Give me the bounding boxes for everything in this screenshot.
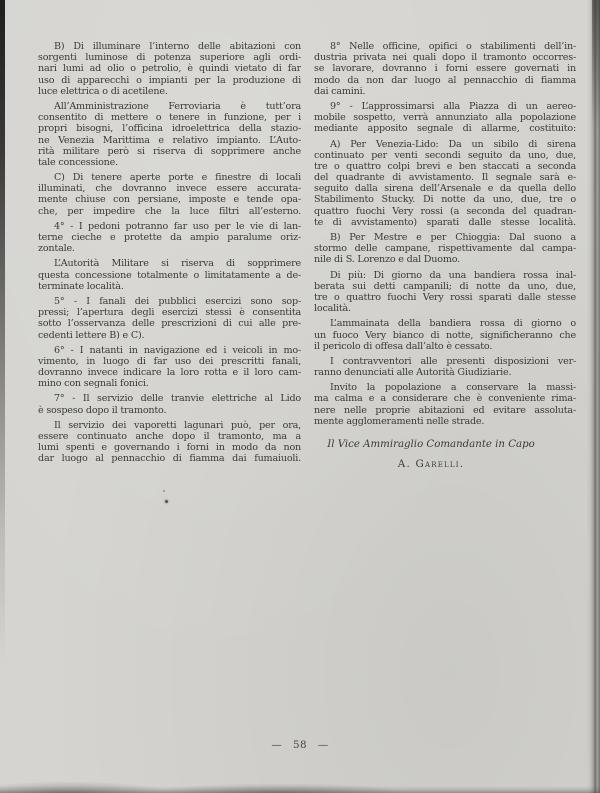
paragraph [314,356,576,378]
text-line: lumi spenti e governando i forni in modo da non [38,442,301,454]
text-line: C) Di tenere aperte porte e finestre di locali [54,172,301,184]
text-line: uso di apparecchi o impianti per la produzione di [38,74,301,86]
text-line: sorgenti luminose di potenza superiore agli ordi- [38,52,301,64]
text-line: che, per impedire che la luce filtri all’esterno. [38,205,301,217]
text-line: continuato per venti secondi seguito da uno, due, [314,149,576,161]
paragraph [314,318,576,352]
text-line: seguito dalla sirena dell’Arsenale e da quella dello [314,183,576,195]
paragraph [38,221,301,255]
signature-block [314,439,576,470]
paragraph [314,382,576,427]
text-line: rità militare però si riserva di sopprimere anche [38,145,301,157]
text-line: cedenti lettere B) e C). [38,329,145,341]
right-column-paragraphs [314,41,576,427]
paragraph [314,270,576,315]
page-number: — 58 — [271,739,329,751]
text-line: Stabilimento Stucky. Di notte da uno, due, tre o [314,194,576,206]
text-line: vimento, in luogo di far uso dei prescritti fanali, [38,355,301,367]
text-line: nari lumi ad olio o petrolio, è quindi vietato di far [38,63,301,75]
text-line: nere nelle proprie abitazioni ed evitare assoluta- [314,404,576,416]
page-content [38,41,576,470]
text-line: B) Per Mestre e per Chioggia: Dal suono a [330,232,576,243]
text-line: pressi; l’apertura degli esercizi stessi è consentita [38,307,301,319]
text-line: terne cieche e protette da ampio paralume oriz- [38,232,301,243]
signature-name: A. Garelli. [397,458,465,470]
text-line: tre o quattro fuochi Very rossi sparati dalle stesse [314,291,576,303]
text-column-right [314,41,576,470]
text-line: L’ammainata della bandiera rossa di giorno o [330,318,576,330]
text-line: berata sui detti campanili; di notte da uno, due, [314,280,576,292]
text-line: quattro fuochi Very rossi (a seconda del quadran- [314,205,576,217]
ink-speck [163,490,165,492]
bottom-shadow-blotch [150,783,410,793]
text-line: questa concessione totalmente o limitatamente a de- [38,269,301,281]
text-line: All’Amministrazione Ferroviaria è tutt’ora [54,100,301,112]
text-line: 8° Nelle officine, opifici o stabilimenti dell’in- [330,41,576,52]
text-line: 9° - L’approssimarsi alla Piazza di un aereo- [330,100,576,112]
text-line: Invito la popolazione a conservare la massi- [330,382,576,394]
text-line: ranno denunciati alle Autorità Giudiziarie. [314,367,512,379]
text-line: 5° - I fanali dei pubblici esercizi sono sop- [54,295,301,307]
text-line: A) Per Venezia-Lido: Da un sibilo di sirena [330,138,576,150]
text-line: mente chiuse con persiane, imposte e tende opa- [38,194,301,206]
text-line: L’Autorità Militare si riserva di sopprimere [54,258,301,270]
text-line: se lavorare, dovranno i forni essere governati in [314,63,576,75]
left-column-paragraphs [38,41,301,465]
paragraph [38,420,301,465]
text-line: I contravventori alle presenti disposizioni ver- [330,355,576,367]
text-line: te di avvistamento) sparati dalle stesse località. [314,216,576,228]
signature-title: Il Vice Ammiraglio Comandante in Capo [327,439,535,450]
paragraph [38,172,301,217]
ink-speck [165,500,168,503]
text-line: B) Di illuminare l’interno delle abitazioni con [54,41,301,52]
text-line: stormo delle campane, rispettivamente dal campa- [314,243,576,255]
text-line: 7° - Il servizio delle tranvie elettriche al Lido [54,393,301,405]
text-line: tre o quattro colpi brevi e ben staccati a seconda [314,160,576,172]
text-line: dustria privata nei quali dopo il tramonto occorres- [314,52,576,64]
text-line: illuminati, che dovranno invece essere accurata- [38,183,301,195]
text-line: tale concessione. [38,156,118,168]
text-line: 4° - I pedoni potranno far uso per le vie di lan- [54,220,301,232]
bottom-shadow-blotch [0,781,170,793]
text-column-left [38,41,301,470]
text-line: propri bisogni, l’officina idroelettrica della stazio- [38,123,301,135]
paragraph [38,345,301,390]
paragraph [38,393,301,415]
paragraph [314,232,576,266]
text-line: è sospeso dopo il tramonto. [38,404,167,416]
text-line: modo da non dar luogo al pennacchio di fiamma [314,74,576,86]
text-line: terminate località. [38,280,124,292]
text-line: luce elettrica o di acetilene. [38,85,168,97]
text-line: dovranno invece indicare la loro rotta e il loro cam- [38,367,301,379]
paragraph [314,41,576,97]
text-line: località. [314,303,351,315]
text-line: mente agglomeramenti nelle strade. [314,415,485,427]
paragraph [38,258,301,292]
text-line: un fuoco Very bianco di notte, significheranno che [314,329,576,341]
text-line: consentito di mettere o tenere in funzione, per i [38,112,301,124]
text-line: nile di S. Lorenzo e dal Duomo. [314,254,461,266]
text-line: del quadrante di avvistamento. Il segnale sarà e- [314,172,576,184]
paragraph [38,41,301,97]
paragraph [314,101,576,135]
text-line: 6° - I natanti in navigazione ed i veicoli in mo- [54,344,301,356]
text-line: sotto l’osservanza delle prescrizioni di cui alle pre- [38,318,301,330]
text-line: mobile sospetto, verrà annunziato alla popolazione [314,112,576,124]
text-line: dai camini. [314,85,366,97]
text-line: mediante apposito segnale di allarme, costituito: [314,123,576,135]
text-line: Di più: Di giorno da una bandiera rossa inal- [330,269,576,281]
text-line: essere continuato anche dopo il tramonto, ma a [38,431,301,442]
paragraph [314,139,576,229]
text-line: mino con segnali fonici. [38,378,149,390]
paragraph [38,101,301,168]
text-line: ne Venezia Marittima e relativo impianto. L’Auto- [38,134,301,146]
paragraph [38,296,301,341]
text-line: Il servizio dei vaporetti lagunari può, per ora, [54,419,301,431]
page-edge-left-shadow [0,0,5,700]
text-line: zontale. [38,243,75,255]
text-line: dar luogo al pennacchio di fiamma dai fumaiuoli. [38,453,301,465]
text-line: ma calma e a considerare che è conveniente rima- [314,393,576,405]
text-line: il pericolo di offesa dall’alto è cessato. [314,340,493,352]
page-edge-right-top-shadow [592,0,600,130]
